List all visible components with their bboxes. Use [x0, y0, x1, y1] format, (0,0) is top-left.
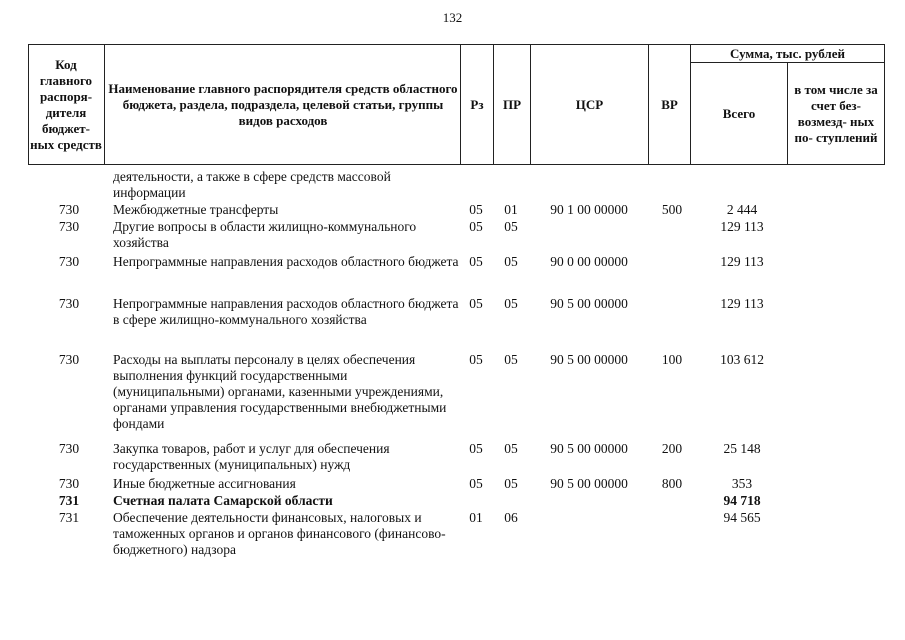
cell-code: 730	[58, 296, 80, 311]
cell-rz: 05	[469, 202, 483, 217]
header-sum: Сумма, тыс. рублей	[730, 45, 845, 61]
cell-code: 731	[58, 493, 80, 508]
col-divider	[104, 44, 105, 165]
cell-pr: 01	[504, 202, 518, 217]
header-code: Код главного распоря- дителя бюджет- ных средств	[30, 56, 102, 152]
col-divider	[884, 44, 885, 165]
header-gratuitous: в том числе за счет без- возмезд- ных по- ступлений	[794, 81, 878, 145]
cell-code: 731	[58, 510, 80, 525]
cell-name: Расходы на выплаты персоналу в целях обеспечения выполнения функций государственными (муниципальными) органами, казенными учреждениями, органами управления государственными внебюджетными фондами	[113, 352, 447, 431]
cell-total: 353	[731, 476, 753, 491]
cell-rz: 01	[469, 510, 483, 525]
cell-csr: 90 5 00 00000	[550, 352, 628, 367]
cell-rz: 05	[469, 441, 483, 456]
cell-name: Непрограммные направления расходов областного бюджета	[113, 254, 459, 269]
cell-code: 730	[58, 202, 80, 217]
cell-total: 129 113	[720, 254, 764, 269]
cell-code: 730	[58, 441, 80, 456]
cell-code: 730	[58, 254, 80, 269]
cell-name: Счетная палата Самарской области	[113, 493, 333, 508]
header-rz: Рз	[470, 96, 484, 112]
cell-csr: 90 5 00 00000	[550, 296, 628, 311]
cell-rz: 05	[469, 254, 483, 269]
cell-csr: 90 5 00 00000	[550, 476, 628, 491]
cell-csr: 90 5 00 00000	[550, 441, 628, 456]
cell-pr: 06	[504, 510, 518, 525]
header-pr: ПР	[502, 96, 522, 112]
cell-code: 730	[58, 352, 80, 367]
cell-vr: 800	[661, 476, 683, 491]
cell-pr: 05	[504, 219, 518, 234]
cell-vr: 100	[661, 352, 683, 367]
cell-pr: 05	[504, 352, 518, 367]
cell-rz: 05	[469, 352, 483, 367]
cell-name: деятельности, а также в сфере средств массовой информации	[113, 169, 391, 200]
cell-pr: 05	[504, 441, 518, 456]
cell-vr: 200	[661, 441, 683, 456]
col-divider	[28, 44, 29, 165]
cell-name: Закупка товаров, работ и услуг для обеспечения государственных (муниципальных) нужд	[113, 441, 390, 472]
cell-pr: 05	[504, 476, 518, 491]
cell-name: Другие вопросы в области жилищно-коммунального хозяйства	[113, 219, 417, 250]
cell-rz: 05	[469, 219, 483, 234]
cell-csr: 90 0 00 00000	[550, 254, 628, 269]
cell-pr: 05	[504, 296, 518, 311]
header-vr: ВР	[661, 96, 678, 112]
cell-vr: 500	[661, 202, 683, 217]
cell-name: Межбюджетные трансферты	[113, 202, 279, 217]
cell-total: 129 113	[720, 296, 764, 311]
header-csr: ЦСР	[575, 96, 604, 112]
page-number: 132	[442, 10, 463, 25]
cell-total: 2 444	[726, 202, 758, 217]
cell-pr: 05	[504, 254, 518, 269]
cell-rz: 05	[469, 296, 483, 311]
cell-total: 25 148	[723, 441, 761, 456]
header-bottom-border	[28, 164, 884, 165]
cell-name: Иные бюджетные ассигнования	[113, 476, 296, 491]
cell-name: Непрограммные направления расходов областного бюджета в сфере жилищно-коммунального хозяйства	[113, 296, 459, 327]
cell-code: 730	[58, 476, 80, 491]
col-divider	[787, 62, 788, 165]
cell-rz: 05	[469, 476, 483, 491]
cell-total: 103 612	[720, 352, 764, 367]
cell-total: 129 113	[720, 219, 764, 234]
header-name: Наименование главного распорядителя средств областного бюджета, раздела, подраздела, целевой статьи, группы видов расходов	[108, 80, 458, 128]
cell-total: 94 718	[723, 493, 761, 508]
cell-total: 94 565	[723, 510, 761, 525]
header-total: Всего	[722, 105, 756, 121]
cell-code: 730	[58, 219, 80, 234]
cell-name: Обеспечение деятельности финансовых, налоговых и таможенных органов и органов финансового (финансово-бюджетного) надзора	[113, 510, 446, 557]
cell-csr: 90 1 00 00000	[550, 202, 628, 217]
